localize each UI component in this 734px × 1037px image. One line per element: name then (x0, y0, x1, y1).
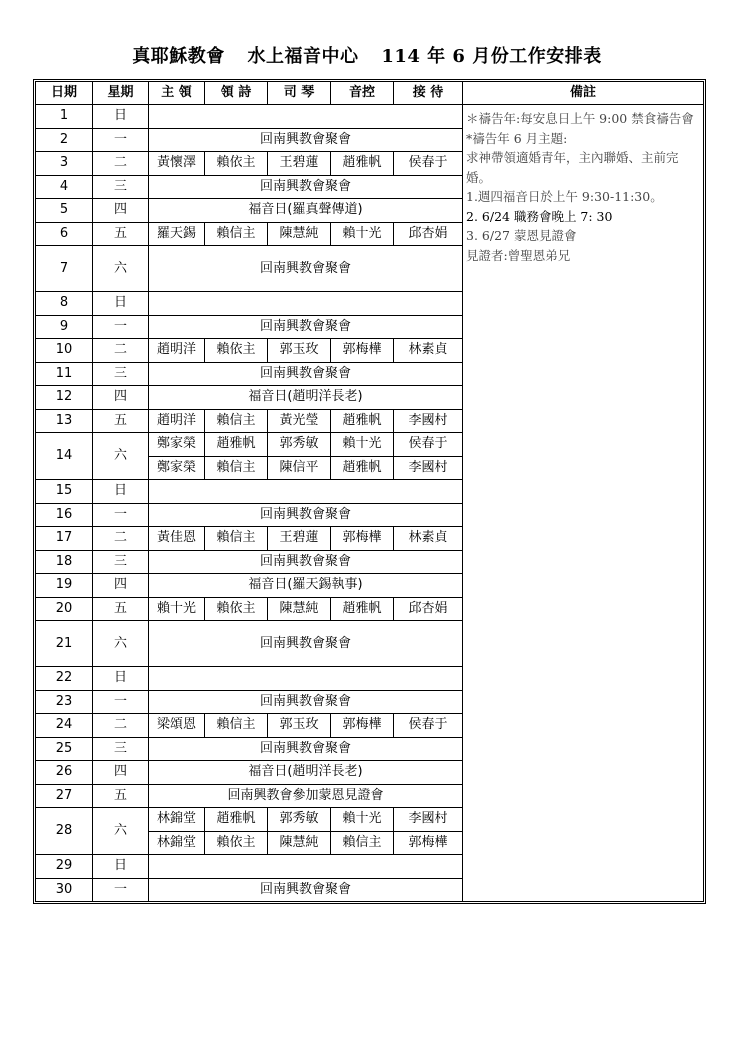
pianist-cell: 陳慧純 (268, 597, 331, 621)
schedule-table (35, 81, 704, 902)
usher-cell: 林素貞 (394, 339, 463, 363)
weekday-cell: 二 (93, 152, 149, 176)
usher-cell: 邱杏娟 (394, 222, 463, 246)
event-cell: 回南興教會聚會 (149, 550, 463, 574)
date-cell: 12 (36, 386, 93, 410)
weekday-cell: 四 (93, 386, 149, 410)
weekday-cell: 四 (93, 199, 149, 223)
notes-line: ＊禱告年:每安息日上午 9:00 禁食禱告會 (466, 111, 694, 126)
usher-cell: 李國村 (394, 808, 463, 832)
event-cell: 回南興教會聚會 (149, 246, 463, 292)
weekday-cell: 四 (93, 761, 149, 785)
leader-cell: 林錦堂 (149, 808, 205, 832)
event-cell: 回南興教會聚會 (149, 503, 463, 527)
leader-cell: 鄭家榮 (149, 433, 205, 457)
usher-cell: 侯春于 (394, 714, 463, 738)
sound-cell: 賴十光 (331, 808, 394, 832)
sound-cell: 郭梅樺 (331, 714, 394, 738)
weekday-cell: 三 (93, 175, 149, 199)
hymn-leader-cell: 賴信主 (205, 222, 268, 246)
leader-cell: 林錦堂 (149, 831, 205, 855)
usher-cell: 林素貞 (394, 527, 463, 551)
date-cell: 27 (36, 784, 93, 808)
date-cell: 3 (36, 152, 93, 176)
date-cell: 17 (36, 527, 93, 551)
date-cell: 29 (36, 855, 93, 879)
date-cell: 6 (36, 222, 93, 246)
date-cell: 23 (36, 690, 93, 714)
weekday-cell: 三 (93, 550, 149, 574)
weekday-cell: 三 (93, 737, 149, 761)
table-row (36, 105, 704, 129)
weekday-cell: 一 (93, 690, 149, 714)
notes-line: 2. 6/24 職務會晚上 7: 30 (466, 208, 613, 224)
date-cell: 5 (36, 199, 93, 223)
event-cell: 福音日(羅天錫執事) (149, 574, 463, 598)
weekday-cell: 五 (93, 784, 149, 808)
hymn-leader-cell: 賴信主 (205, 527, 268, 551)
title-church: 真耶穌教會 (132, 46, 225, 67)
date-cell: 18 (36, 550, 93, 574)
pianist-cell: 陳慧純 (268, 831, 331, 855)
weekday-cell: 日 (93, 667, 149, 691)
weekday-cell: 一 (93, 503, 149, 527)
date-cell: 22 (36, 667, 93, 691)
notes-line: 求神帶領適婚青年，主內聯婚、主前完婚。 (466, 150, 679, 185)
weekday-cell: 二 (93, 714, 149, 738)
hymn-leader-cell: 賴依主 (205, 831, 268, 855)
date-cell: 16 (36, 503, 93, 527)
header-notes: 備註 (463, 82, 704, 105)
leader-cell: 趙明洋 (149, 409, 205, 433)
weekday-cell: 六 (93, 621, 149, 667)
event-cell: 福音日(羅真聲傳道) (149, 199, 463, 223)
notes-line: 1.週四福音日於上午 9:30-11:30。 (466, 189, 663, 204)
header-sound: 音控 (331, 82, 394, 105)
empty-cell (149, 667, 463, 691)
date-cell: 4 (36, 175, 93, 199)
weekday-cell: 一 (93, 128, 149, 152)
pianist-cell: 王碧蓮 (268, 152, 331, 176)
leader-cell: 鄭家榮 (149, 456, 205, 480)
weekday-cell: 日 (93, 292, 149, 316)
empty-cell (149, 292, 463, 316)
weekday-cell: 五 (93, 597, 149, 621)
date-cell: 20 (36, 597, 93, 621)
date-cell: 21 (36, 621, 93, 667)
header-usher: 接 待 (394, 82, 463, 105)
usher-cell: 侯春于 (394, 152, 463, 176)
hymn-leader-cell: 賴依主 (205, 597, 268, 621)
weekday-cell: 日 (93, 105, 149, 129)
pianist-cell: 陳慧純 (268, 222, 331, 246)
date-cell: 25 (36, 737, 93, 761)
pianist-cell: 郭秀敏 (268, 433, 331, 457)
leader-cell: 賴十光 (149, 597, 205, 621)
sound-cell: 郭梅樺 (331, 339, 394, 363)
leader-cell: 趙明洋 (149, 339, 205, 363)
event-cell: 回南興教會聚會 (149, 737, 463, 761)
usher-cell: 李國村 (394, 409, 463, 433)
empty-cell (149, 105, 463, 129)
event-cell: 回南興教會聚會 (149, 362, 463, 386)
hymn-leader-cell: 賴信主 (205, 409, 268, 433)
weekday-cell: 四 (93, 574, 149, 598)
header-date: 日期 (36, 82, 93, 105)
pianist-cell: 郭玉玫 (268, 339, 331, 363)
usher-cell: 郭梅樺 (394, 831, 463, 855)
sound-cell: 趙雅帆 (331, 456, 394, 480)
date-cell: 1 (36, 105, 93, 129)
notes-line: 3. 6/27 蒙恩見證會 (466, 228, 577, 243)
date-cell: 30 (36, 878, 93, 902)
weekday-cell: 日 (93, 480, 149, 504)
date-cell: 14 (36, 433, 93, 480)
weekday-cell: 日 (93, 855, 149, 879)
title-center: 水上福音中心 (247, 46, 359, 67)
date-cell: 15 (36, 480, 93, 504)
weekday-cell: 六 (93, 808, 149, 855)
leader-cell: 黃懷澤 (149, 152, 205, 176)
event-cell: 回南興教會聚會 (149, 878, 463, 902)
weekday-cell: 一 (93, 315, 149, 339)
date-cell: 24 (36, 714, 93, 738)
leader-cell: 黃佳恩 (149, 527, 205, 551)
pianist-cell: 黃光瑩 (268, 409, 331, 433)
header-row (36, 82, 704, 105)
hymn-leader-cell: 趙雅帆 (205, 433, 268, 457)
weekday-cell: 六 (93, 433, 149, 480)
usher-cell: 邱杏娟 (394, 597, 463, 621)
hymn-leader-cell: 賴信主 (205, 714, 268, 738)
notes-line: *禱告年 6 月主題: (466, 130, 568, 146)
pianist-cell: 陳信平 (268, 456, 331, 480)
event-cell: 回南興教會聚會 (149, 690, 463, 714)
event-cell: 回南興教會參加蒙恩見證會 (149, 784, 463, 808)
weekday-cell: 三 (93, 362, 149, 386)
weekday-cell: 六 (93, 246, 149, 292)
header-weekday: 星期 (93, 82, 149, 105)
event-cell: 回南興教會聚會 (149, 621, 463, 667)
date-cell: 19 (36, 574, 93, 598)
event-cell: 回南興教會聚會 (149, 175, 463, 199)
hymn-leader-cell: 賴依主 (205, 152, 268, 176)
page-title (0, 42, 734, 68)
weekday-cell: 五 (93, 222, 149, 246)
date-cell: 7 (36, 246, 93, 292)
hymn-leader-cell: 賴信主 (205, 456, 268, 480)
date-cell: 11 (36, 362, 93, 386)
header-hymn-leader: 領 詩 (205, 82, 268, 105)
date-cell: 28 (36, 808, 93, 855)
header-pianist: 司 琴 (268, 82, 331, 105)
date-cell: 9 (36, 315, 93, 339)
hymn-leader-cell: 賴依主 (205, 339, 268, 363)
event-cell: 回南興教會聚會 (149, 128, 463, 152)
date-cell: 26 (36, 761, 93, 785)
event-cell: 回南興教會聚會 (149, 315, 463, 339)
sound-cell: 賴信主 (331, 831, 394, 855)
date-cell: 10 (36, 339, 93, 363)
usher-cell: 侯春于 (394, 433, 463, 457)
weekday-cell: 一 (93, 878, 149, 902)
notes-cell (463, 105, 704, 902)
pianist-cell: 郭玉玫 (268, 714, 331, 738)
sound-cell: 賴十光 (331, 222, 394, 246)
empty-cell (149, 480, 463, 504)
event-cell: 福音日(趙明洋長老) (149, 761, 463, 785)
notes-line: 見證者:曾聖恩弟兄 (466, 247, 571, 263)
date-cell: 8 (36, 292, 93, 316)
date-cell: 13 (36, 409, 93, 433)
title-schedule: 114 年 6 月份工作安排表 (381, 46, 602, 67)
empty-cell (149, 855, 463, 879)
event-cell: 福音日(趙明洋長老) (149, 386, 463, 410)
weekday-cell: 五 (93, 409, 149, 433)
date-cell: 2 (36, 128, 93, 152)
header-leader: 主 領 (149, 82, 205, 105)
sound-cell: 趙雅帆 (331, 597, 394, 621)
sound-cell: 趙雅帆 (331, 409, 394, 433)
hymn-leader-cell: 趙雅帆 (205, 808, 268, 832)
usher-cell: 李國村 (394, 456, 463, 480)
sound-cell: 賴十光 (331, 433, 394, 457)
pianist-cell: 王碧蓮 (268, 527, 331, 551)
pianist-cell: 郭秀敏 (268, 808, 331, 832)
leader-cell: 梁頌恩 (149, 714, 205, 738)
sound-cell: 郭梅樺 (331, 527, 394, 551)
weekday-cell: 二 (93, 339, 149, 363)
sound-cell: 趙雅帆 (331, 152, 394, 176)
leader-cell: 羅天錫 (149, 222, 205, 246)
weekday-cell: 二 (93, 527, 149, 551)
